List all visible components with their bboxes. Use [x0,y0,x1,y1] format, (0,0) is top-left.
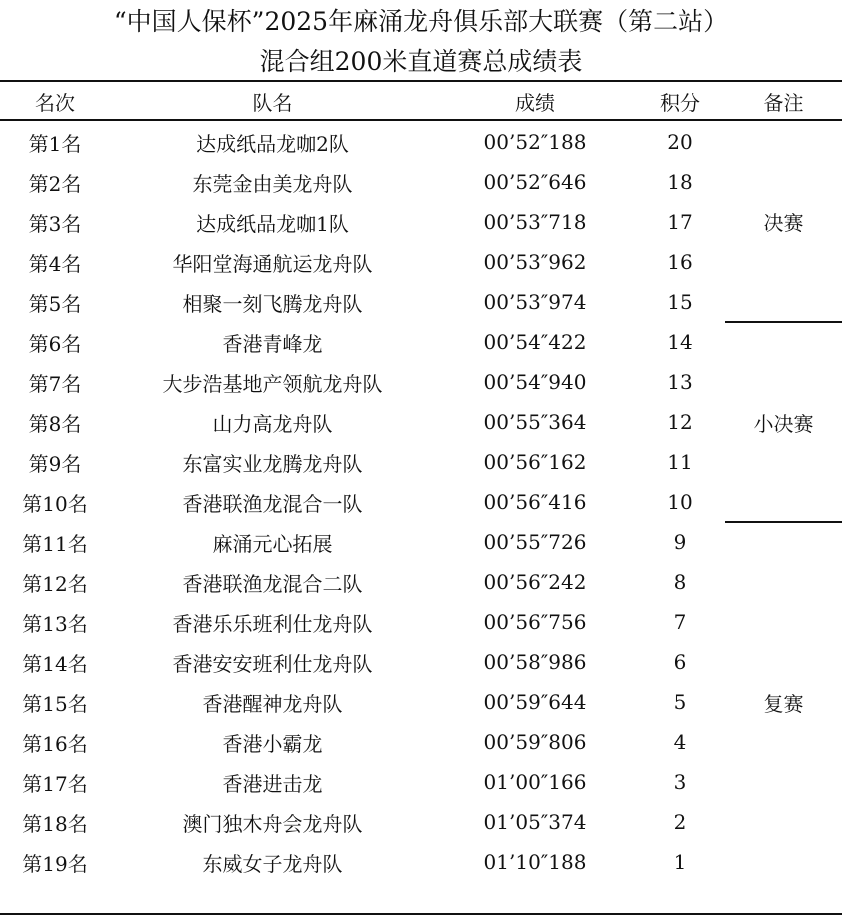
table-row [0,642,842,682]
team-cell: 达成纸品龙咖1队 [196,211,349,236]
points-cell: 5 [673,690,687,714]
time-cell: 00’58″986 [483,650,587,674]
table-bottom-rule [0,913,842,915]
rank-cell: 第13名 [22,611,88,636]
team-cell: 香港青峰龙 [222,331,323,356]
team-cell: 澳门独木舟会龙舟队 [182,811,363,836]
rank-cell: 第16名 [22,731,88,756]
table-row [0,562,842,602]
rank-cell: 第2名 [28,171,82,196]
rank-cell: 第8名 [28,411,82,436]
points-cell: 11 [667,450,693,474]
time-cell: 00’56″756 [483,610,587,634]
table-row [0,322,842,362]
rank-cell: 第19名 [22,851,88,876]
points-cell: 18 [667,170,693,194]
time-cell: 00’56″242 [483,570,587,594]
table-row [0,842,842,882]
points-cell: 6 [673,650,687,674]
team-cell: 相聚一刻飞腾龙舟队 [182,291,363,316]
team-cell: 东富实业龙腾龙舟队 [182,451,363,476]
table-row [0,242,842,282]
rank-cell: 第11名 [22,531,88,556]
rank-cell: 第3名 [28,211,82,236]
stage-note-cell: 小决赛 [725,322,842,522]
team-cell: 香港联渔龙混合一队 [182,491,363,516]
rank-cell: 第17名 [22,771,88,796]
time-cell: 00’55″364 [483,410,587,434]
points-cell: 3 [673,770,687,794]
points-cell: 15 [667,290,693,314]
points-cell: 2 [673,810,687,834]
stage-note-cell: 决赛 [725,120,842,322]
time-cell: 00’56″416 [483,490,587,514]
points-cell: 14 [667,330,693,354]
points-cell: 16 [667,250,693,274]
team-cell: 香港小霸龙 [222,731,323,756]
time-cell: 00’55″726 [483,530,587,554]
time-cell: 00’59″806 [483,730,587,754]
time-cell: 00’59″644 [483,690,587,714]
team-cell: 达成纸品龙咖2队 [196,131,349,156]
rank-cell: 第6名 [28,331,82,356]
header-points: 积分 [660,90,700,115]
table-row [0,482,842,522]
time-cell: 00’54″422 [483,330,587,354]
time-cell: 00’56″162 [483,450,587,474]
time-cell: 01’10″188 [483,850,587,874]
time-cell: 00’53″974 [483,290,587,314]
table-row [0,120,842,162]
rank-cell: 第1名 [28,131,82,156]
page-subtitle: 混合组200米直道赛总成绩表 [259,47,583,76]
points-cell: 8 [673,570,687,594]
rank-cell: 第9名 [28,451,82,476]
rank-cell: 第14名 [22,651,88,676]
header-note: 备注 [763,90,804,115]
rank-cell: 第5名 [28,291,82,316]
team-cell: 东威女子龙舟队 [202,851,343,876]
team-cell: 麻涌元心拓展 [212,531,333,556]
table-row [0,802,842,842]
header-rank: 名次 [35,90,75,115]
points-cell: 7 [673,610,687,634]
team-cell: 香港进击龙 [222,771,323,796]
table-row [0,162,842,202]
table-row [0,762,842,802]
table-row [0,682,842,722]
points-cell: 12 [667,410,693,434]
points-cell: 9 [673,530,687,554]
points-cell: 17 [667,210,693,234]
time-cell: 01’05″374 [483,810,587,834]
points-cell: 10 [667,490,693,514]
table-row [0,602,842,642]
table-row [0,722,842,762]
stage-note-cell: 复赛 [763,692,804,716]
time-cell: 00’52″188 [483,130,587,154]
time-cell: 00’52″646 [483,170,587,194]
team-cell: 山力高龙舟队 [212,411,333,436]
rank-cell: 第10名 [22,491,88,516]
table-header-row [0,82,842,120]
team-cell: 大步浩基地产领航龙舟队 [162,371,383,396]
time-cell: 00’53″718 [483,210,587,234]
table-row [0,402,842,442]
table-row [0,202,842,242]
time-cell: 01’00″166 [483,770,587,794]
points-cell: 20 [667,130,693,154]
team-cell: 华阳堂海通航运龙舟队 [172,251,373,276]
rank-cell: 第18名 [22,811,88,836]
points-cell: 4 [673,730,687,754]
results-table [0,82,842,882]
table-row [0,442,842,482]
team-cell: 香港乐乐班利仕龙舟队 [172,611,373,636]
rank-cell: 第12名 [22,571,88,596]
points-cell: 1 [673,850,687,874]
time-cell: 00’54″940 [483,370,587,394]
table-row [0,282,842,322]
rank-cell: 第4名 [28,251,82,276]
table-row [0,362,842,402]
team-cell: 香港联渔龙混合二队 [182,571,363,596]
points-cell: 13 [667,370,693,394]
page-title: “中国人保杯”2025年麻涌龙舟俱乐部大联赛（第二站） [113,7,729,36]
header-time: 成绩 [515,90,555,115]
team-cell: 香港醒神龙舟队 [202,691,343,716]
table-row [0,522,842,562]
team-cell: 东莞金由美龙舟队 [192,171,353,196]
rank-cell: 第15名 [22,691,88,716]
time-cell: 00’53″962 [483,250,587,274]
header-team: 队名 [252,90,293,115]
rank-cell: 第7名 [28,371,82,396]
team-cell: 香港安安班利仕龙舟队 [172,651,373,676]
